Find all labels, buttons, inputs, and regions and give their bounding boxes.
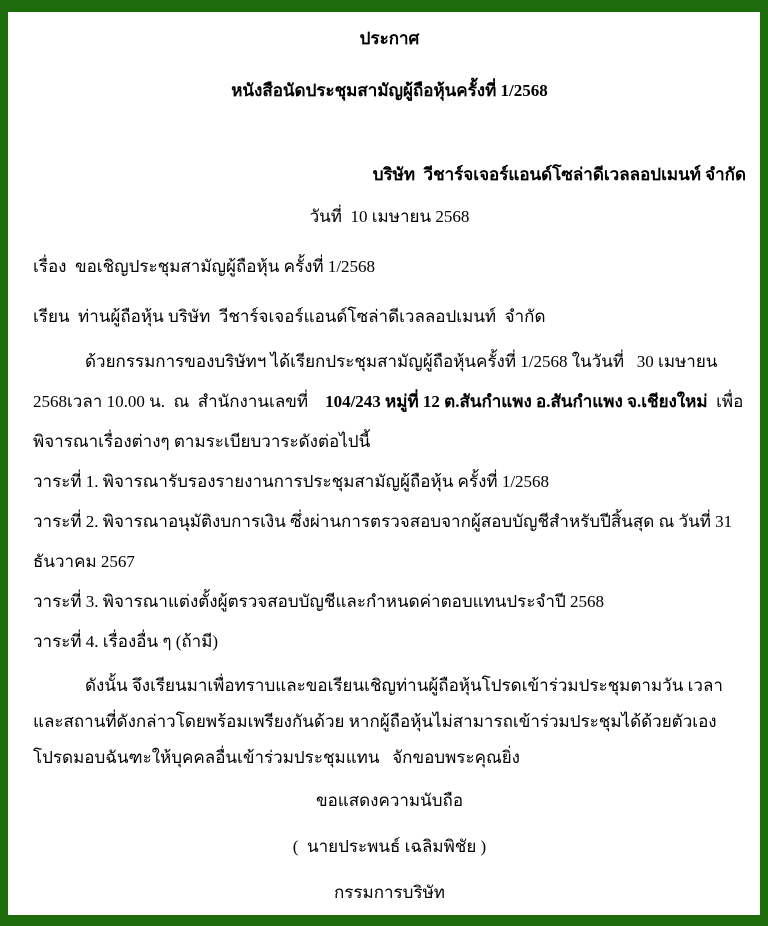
signatory-title: กรรมการบริษัท <box>333 883 446 902</box>
body-paragraph-pre: ด้วยกรรมการของบริษัทฯ ได้เรียกประชุมสามัญผู้ถือหุ้นครั้งที่ 1/2568 ในวันที่ 30 เมษายน 2568เวลา 10.00 น. ณ สำนักงานเลขที่ <box>33 352 722 411</box>
signoff-line: ขอแสดงความนับถือ <box>315 791 464 810</box>
document-title: ประกาศ <box>359 29 420 48</box>
company-name-line: บริษัท วีชาร์จเจอร์แอนด์โซล่าดีเวลลอปเมนท์ จำกัด <box>372 165 746 184</box>
agenda-item-2: วาระที่ 2. พิจารณาอนุมัติงบการเงิน ซึ่งผ่านการตรวจสอบจากผู้สอบบัญชีสำหรับปีสิ้นสุด ณ วันที่ 31 ธันวาคม 2567 <box>33 512 737 571</box>
agenda-item-3: วาระที่ 3. พิจารณาแต่งตั้งผู้ตรวจสอบบัญชีและกำหนดค่าตอบแทนประจำปี 2568 <box>33 592 604 611</box>
attention-line: เรียน ท่านผู้ถือหุ้น บริษัท วีชาร์จเจอร์แอนด์โซล่าดีเวลลอปเมนท์ จำกัด <box>33 307 546 326</box>
document-content <box>8 26 760 908</box>
body-paragraph-post: เพื่อพิจารณาเรื่องต่างๆ ตามระเบียบวาระดังต่อไปนี้ <box>33 392 744 451</box>
body-paragraph <box>33 342 746 462</box>
closing-paragraph: ดังนั้น จึงเรียนมาเพื่อทราบและขอเรียนเชิญท่านผู้ถือหุ้นโปรดเข้าร่วมประชุมตามวัน เวลา และสถานที่ดังกล่าวโดยพร้อมเพรียงกันด้วย หากผู้ถือหุ้นไม่สามารถเข้าร่วมประชุมได้ด้วยตัวเองโปรดมอบฉันฑะให้บุคคลอื่นเข้าร่วมประชุมแทน จักขอบพระคุณยิ่ง <box>33 676 728 767</box>
signatory-name: ( นายประพนธ์ เฉลิมพิชัย ) <box>292 837 487 856</box>
agenda-item-4: วาระที่ 4. เรื่องอื่น ๆ (ถ้ามี) <box>33 632 219 651</box>
date-line: วันที่ 10 เมษายน 2568 <box>309 207 470 226</box>
document-subtitle: หนังสือนัดประชุมสามัญผู้ถือหุ้นครั้งที่ 1/2568 <box>231 81 548 100</box>
meeting-address: 104/243 หมู่ที่ 12 ต.สันกำแพง อ.สันกำแพง จ.เชียงใหม่ <box>325 392 708 411</box>
subject-line: เรื่อง ขอเชิญประชุมสามัญผู้ถือหุ้น ครั้งที่ 1/2568 <box>33 257 376 276</box>
agenda-item-1: วาระที่ 1. พิจารณารับรองรายงานการประชุมสามัญผู้ถือหุ้น ครั้งที่ 1/2568 <box>33 472 550 491</box>
